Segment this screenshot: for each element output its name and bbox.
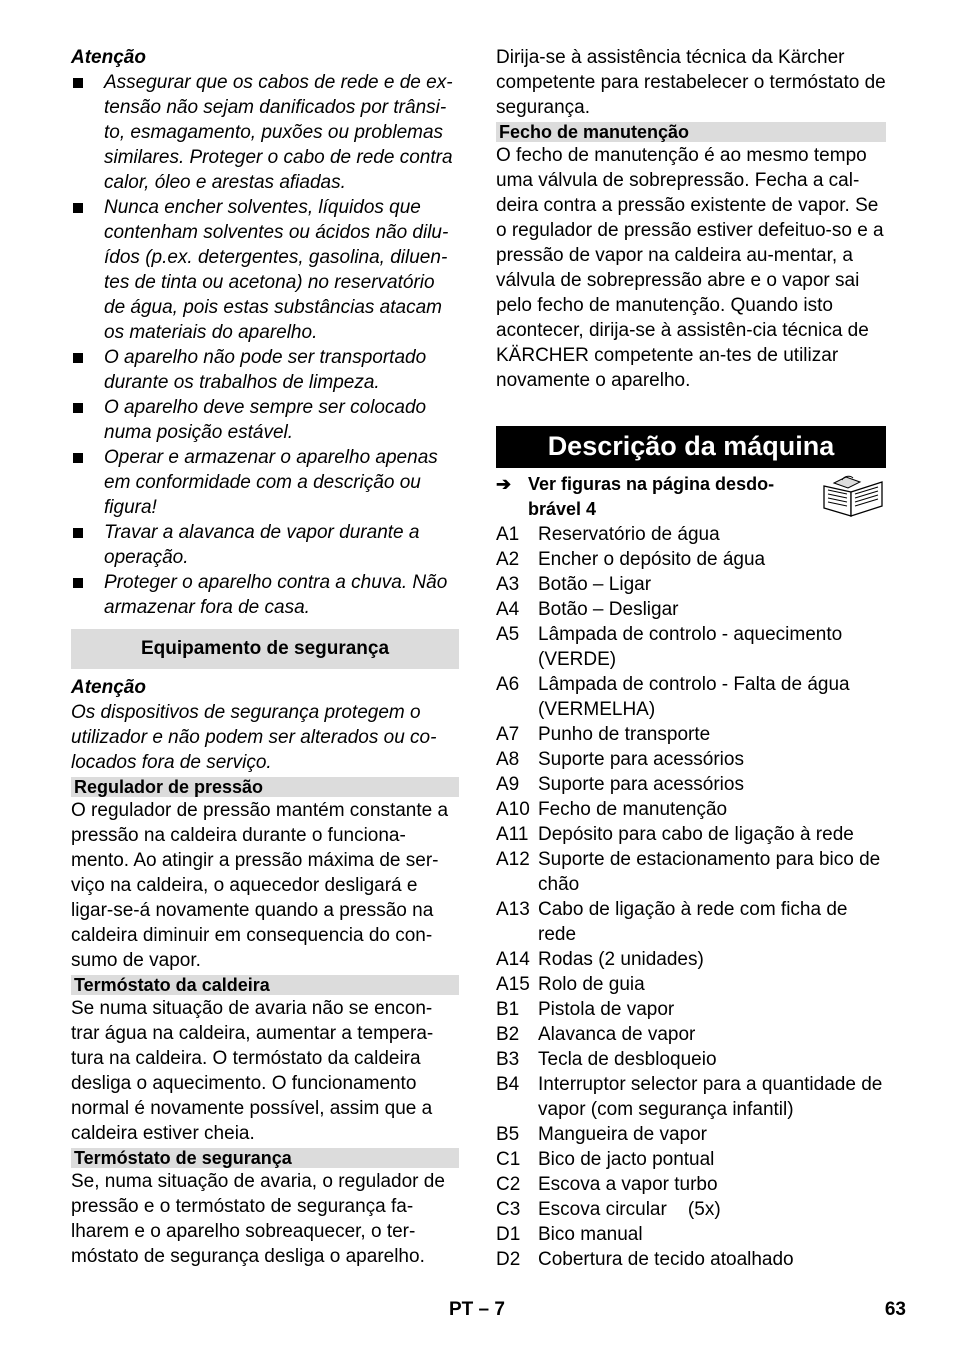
part-code: A3 bbox=[496, 574, 520, 595]
part-item bbox=[496, 522, 886, 547]
part-label: Suporte para acessórios bbox=[538, 749, 744, 770]
part-item bbox=[496, 947, 886, 972]
part-label: Punho de transporte bbox=[538, 724, 711, 745]
safety-thermostat-heading: Termóstato de segurança bbox=[71, 1148, 459, 1168]
bullet-item bbox=[71, 570, 459, 620]
part-label: Cobertura de tecido atoalhado bbox=[538, 1249, 794, 1270]
safety-equipment-heading: Equipamento de segurança bbox=[71, 629, 459, 669]
part-code: A10 bbox=[496, 799, 530, 820]
part-label: Alavanca de vapor bbox=[538, 1024, 696, 1045]
figure-reference-text: Ver figuras na página desdo-brável 4 bbox=[528, 474, 775, 519]
part-item bbox=[496, 1047, 886, 1072]
part-label: Depósito para cabo de ligação à rede bbox=[538, 824, 854, 845]
part-item bbox=[496, 847, 886, 897]
part-item bbox=[496, 1147, 886, 1172]
safety-warning-label: Atenção bbox=[71, 677, 146, 698]
part-item bbox=[496, 572, 886, 597]
part-label: Suporte para acessórios bbox=[538, 774, 744, 795]
part-code: B1 bbox=[496, 999, 520, 1020]
part-code: A11 bbox=[496, 824, 529, 845]
part-code: B5 bbox=[496, 1124, 520, 1145]
square-bullet-icon bbox=[71, 345, 104, 395]
part-code: A9 bbox=[496, 774, 520, 795]
part-item bbox=[496, 822, 886, 847]
part-item bbox=[496, 1122, 886, 1147]
boiler-thermostat-heading: Termóstato da caldeira bbox=[71, 975, 459, 995]
section-heading: Descrição da máquina bbox=[496, 426, 886, 468]
part-code: A5 bbox=[496, 624, 520, 645]
left-column bbox=[71, 45, 459, 1269]
bullet-item bbox=[71, 345, 459, 395]
parts-list bbox=[496, 522, 886, 1272]
part-label: Botão – Ligar bbox=[538, 574, 652, 595]
bullet-item bbox=[71, 70, 459, 195]
part-item bbox=[496, 672, 886, 722]
part-code: A14 bbox=[496, 949, 530, 970]
part-code: A13 bbox=[496, 899, 530, 920]
square-bullet-icon bbox=[71, 445, 104, 520]
part-code: D2 bbox=[496, 1249, 521, 1270]
part-item bbox=[496, 622, 886, 672]
square-bullet-icon bbox=[71, 520, 104, 570]
part-item bbox=[496, 897, 886, 947]
square-bullet-icon bbox=[71, 395, 104, 445]
bullet-text: Travar a alavanca de vapor durante a operação. bbox=[104, 522, 420, 568]
part-code: A12 bbox=[496, 849, 530, 870]
part-item bbox=[496, 997, 886, 1022]
part-item bbox=[496, 1022, 886, 1047]
warning-label: Atenção bbox=[71, 47, 146, 68]
boiler-thermostat-text: Se numa situação de avaria não se encon-trar água na caldeira, aumentar a tempera-tura na caldeira. O termóstato da caldeira desliga o aquecimento. O funcionamento normal é novamente possível, assim que a caldeira estiver cheia. bbox=[71, 998, 434, 1144]
part-code: D1 bbox=[496, 1224, 521, 1245]
part-item bbox=[496, 1197, 886, 1222]
bullet-text: Nunca encher solventes, líquidos que contenham solventes ou ácidos não dilu-ídos (p.ex. detergentes, gasolina, diluen-tes de tinta ou acetona) no reservatório de água, pois estas substâncias atacam os materiais do aparelho. bbox=[104, 197, 449, 343]
pressure-regulator-text: O regulador de pressão mantém constante a pressão na caldeira durante o funciona-mento. Ao atingir a pressão máxima de ser-viço na caldeira, o aquecedor desligará e ligar-se-á novamente quando a pressão na caldeira diminuir em consequencia do con-sumo de vapor. bbox=[71, 800, 449, 971]
maintenance-closure-heading: Fecho de manutenção bbox=[496, 122, 886, 142]
page-number: 63 bbox=[884, 1299, 906, 1320]
part-code: B4 bbox=[496, 1074, 520, 1095]
safety-warning-text: Os dispositivos de segurança protegem o utilizador e não podem ser alterados ou co-locados fora de serviço. bbox=[71, 702, 437, 773]
bullet-item bbox=[71, 195, 459, 345]
part-code: A7 bbox=[496, 724, 520, 745]
part-item bbox=[496, 1172, 886, 1197]
part-item bbox=[496, 547, 886, 572]
intro-text: Dirija-se à assistência técnica da Kärcher competente para restabelecer o termóstato de segurança. bbox=[496, 47, 886, 118]
right-column bbox=[496, 45, 886, 1272]
part-item bbox=[496, 972, 886, 997]
square-bullet-icon bbox=[71, 570, 104, 620]
part-label: Bico manual bbox=[538, 1224, 643, 1245]
bullet-text: Proteger o aparelho contra a chuva. Não armazenar fora de casa. bbox=[104, 572, 448, 618]
part-label: Reservatório de água bbox=[538, 524, 720, 545]
safety-thermostat-text: Se, numa situação de avaria, o regulador de pressão e o termóstato de segurança fa-lharem e o aparelho sobreaquecer, o ter-móstato de segurança desliga o aparelho. bbox=[71, 1171, 445, 1267]
part-label: Rodas (2 unidades) bbox=[538, 949, 704, 970]
bullet-text: Operar e armazenar o aparelho apenas em conformidade com a descrição ou figura! bbox=[104, 447, 438, 518]
maintenance-closure-text: O fecho de manutenção é ao mesmo tempo uma válvula de sobrepressão. Fecha a cal-deira contra a pressão existente de vapor. Se o regulador de pressão estiver defeituo-so e a pressão de vapor na caldeira au-mentar, a válvula de sobrepressão abre e o vapor sai pelo fecho de manutenção. Quando isto acontecer, dirija-se à assistên-cia técnica de KÄRCHER competente an-tes de utilizar novamente o aparelho. bbox=[496, 145, 884, 391]
bullet-text: O aparelho deve sempre ser colocado numa posição estável. bbox=[104, 397, 427, 443]
part-label: Pistola de vapor bbox=[538, 999, 675, 1020]
part-item bbox=[496, 747, 886, 772]
part-code: C1 bbox=[496, 1149, 521, 1170]
part-code: A8 bbox=[496, 749, 520, 770]
page-label: PT – 7 bbox=[449, 1299, 505, 1320]
pressure-regulator-heading: Regulador de pressão bbox=[71, 777, 459, 797]
part-code: A4 bbox=[496, 599, 520, 620]
bullet-text: Assegurar que os cabos de rede e de ex-tensão não sejam danificados por trânsi-to, esmagamento, puxões ou problemas similares. Proteger o cabo de rede contra calor, óleo e arestas afiadas. bbox=[104, 72, 453, 193]
part-label: Cabo de ligação à rede com ficha de rede bbox=[538, 899, 853, 945]
part-label: Lâmpada de controlo - Falta de água (VERMELHA) bbox=[538, 674, 855, 720]
bullet-item bbox=[71, 395, 459, 445]
part-code: A1 bbox=[496, 524, 520, 545]
part-code: C3 bbox=[496, 1199, 521, 1220]
part-code: C2 bbox=[496, 1174, 521, 1195]
open-book-icon bbox=[820, 474, 886, 525]
part-label: Suporte de estacionamento para bico de chão bbox=[538, 849, 886, 895]
part-label: Tecla de desbloqueio bbox=[538, 1049, 717, 1070]
part-code: A15 bbox=[496, 974, 530, 995]
square-bullet-icon bbox=[71, 195, 104, 345]
bullet-text: O aparelho não pode ser transportado durante os trabalhos de limpeza. bbox=[104, 347, 427, 393]
part-code: B2 bbox=[496, 1024, 520, 1045]
part-label: Escova circular (5x) bbox=[538, 1199, 721, 1220]
part-item bbox=[496, 722, 886, 747]
part-item bbox=[496, 1072, 886, 1122]
part-label: Fecho de manutenção bbox=[538, 799, 728, 820]
part-item bbox=[496, 772, 886, 797]
part-label: Encher o depósito de água bbox=[538, 549, 766, 570]
part-label: Mangueira de vapor bbox=[538, 1124, 707, 1145]
warning-bullet-list bbox=[71, 70, 459, 620]
part-label: Rolo de guia bbox=[538, 974, 645, 995]
part-label: Lâmpada de controlo - aquecimento (VERDE) bbox=[538, 624, 848, 670]
part-label: Escova a vapor turbo bbox=[538, 1174, 718, 1195]
part-label: Bico de jacto pontual bbox=[538, 1149, 715, 1170]
bullet-item bbox=[71, 520, 459, 570]
figure-reference bbox=[496, 472, 886, 522]
part-item bbox=[496, 1247, 886, 1272]
part-label: Interruptor selector para a quantidade de vapor (com segurança infantil) bbox=[538, 1074, 888, 1120]
part-code: A2 bbox=[496, 549, 520, 570]
part-item bbox=[496, 797, 886, 822]
square-bullet-icon bbox=[71, 70, 104, 195]
part-label: Botão – Desligar bbox=[538, 599, 679, 620]
arrow-right-icon: ➔ bbox=[496, 474, 512, 494]
part-code: B3 bbox=[496, 1049, 520, 1070]
part-code: A6 bbox=[496, 674, 520, 695]
bullet-item bbox=[71, 445, 459, 520]
part-item bbox=[496, 597, 886, 622]
part-item bbox=[496, 1222, 886, 1247]
